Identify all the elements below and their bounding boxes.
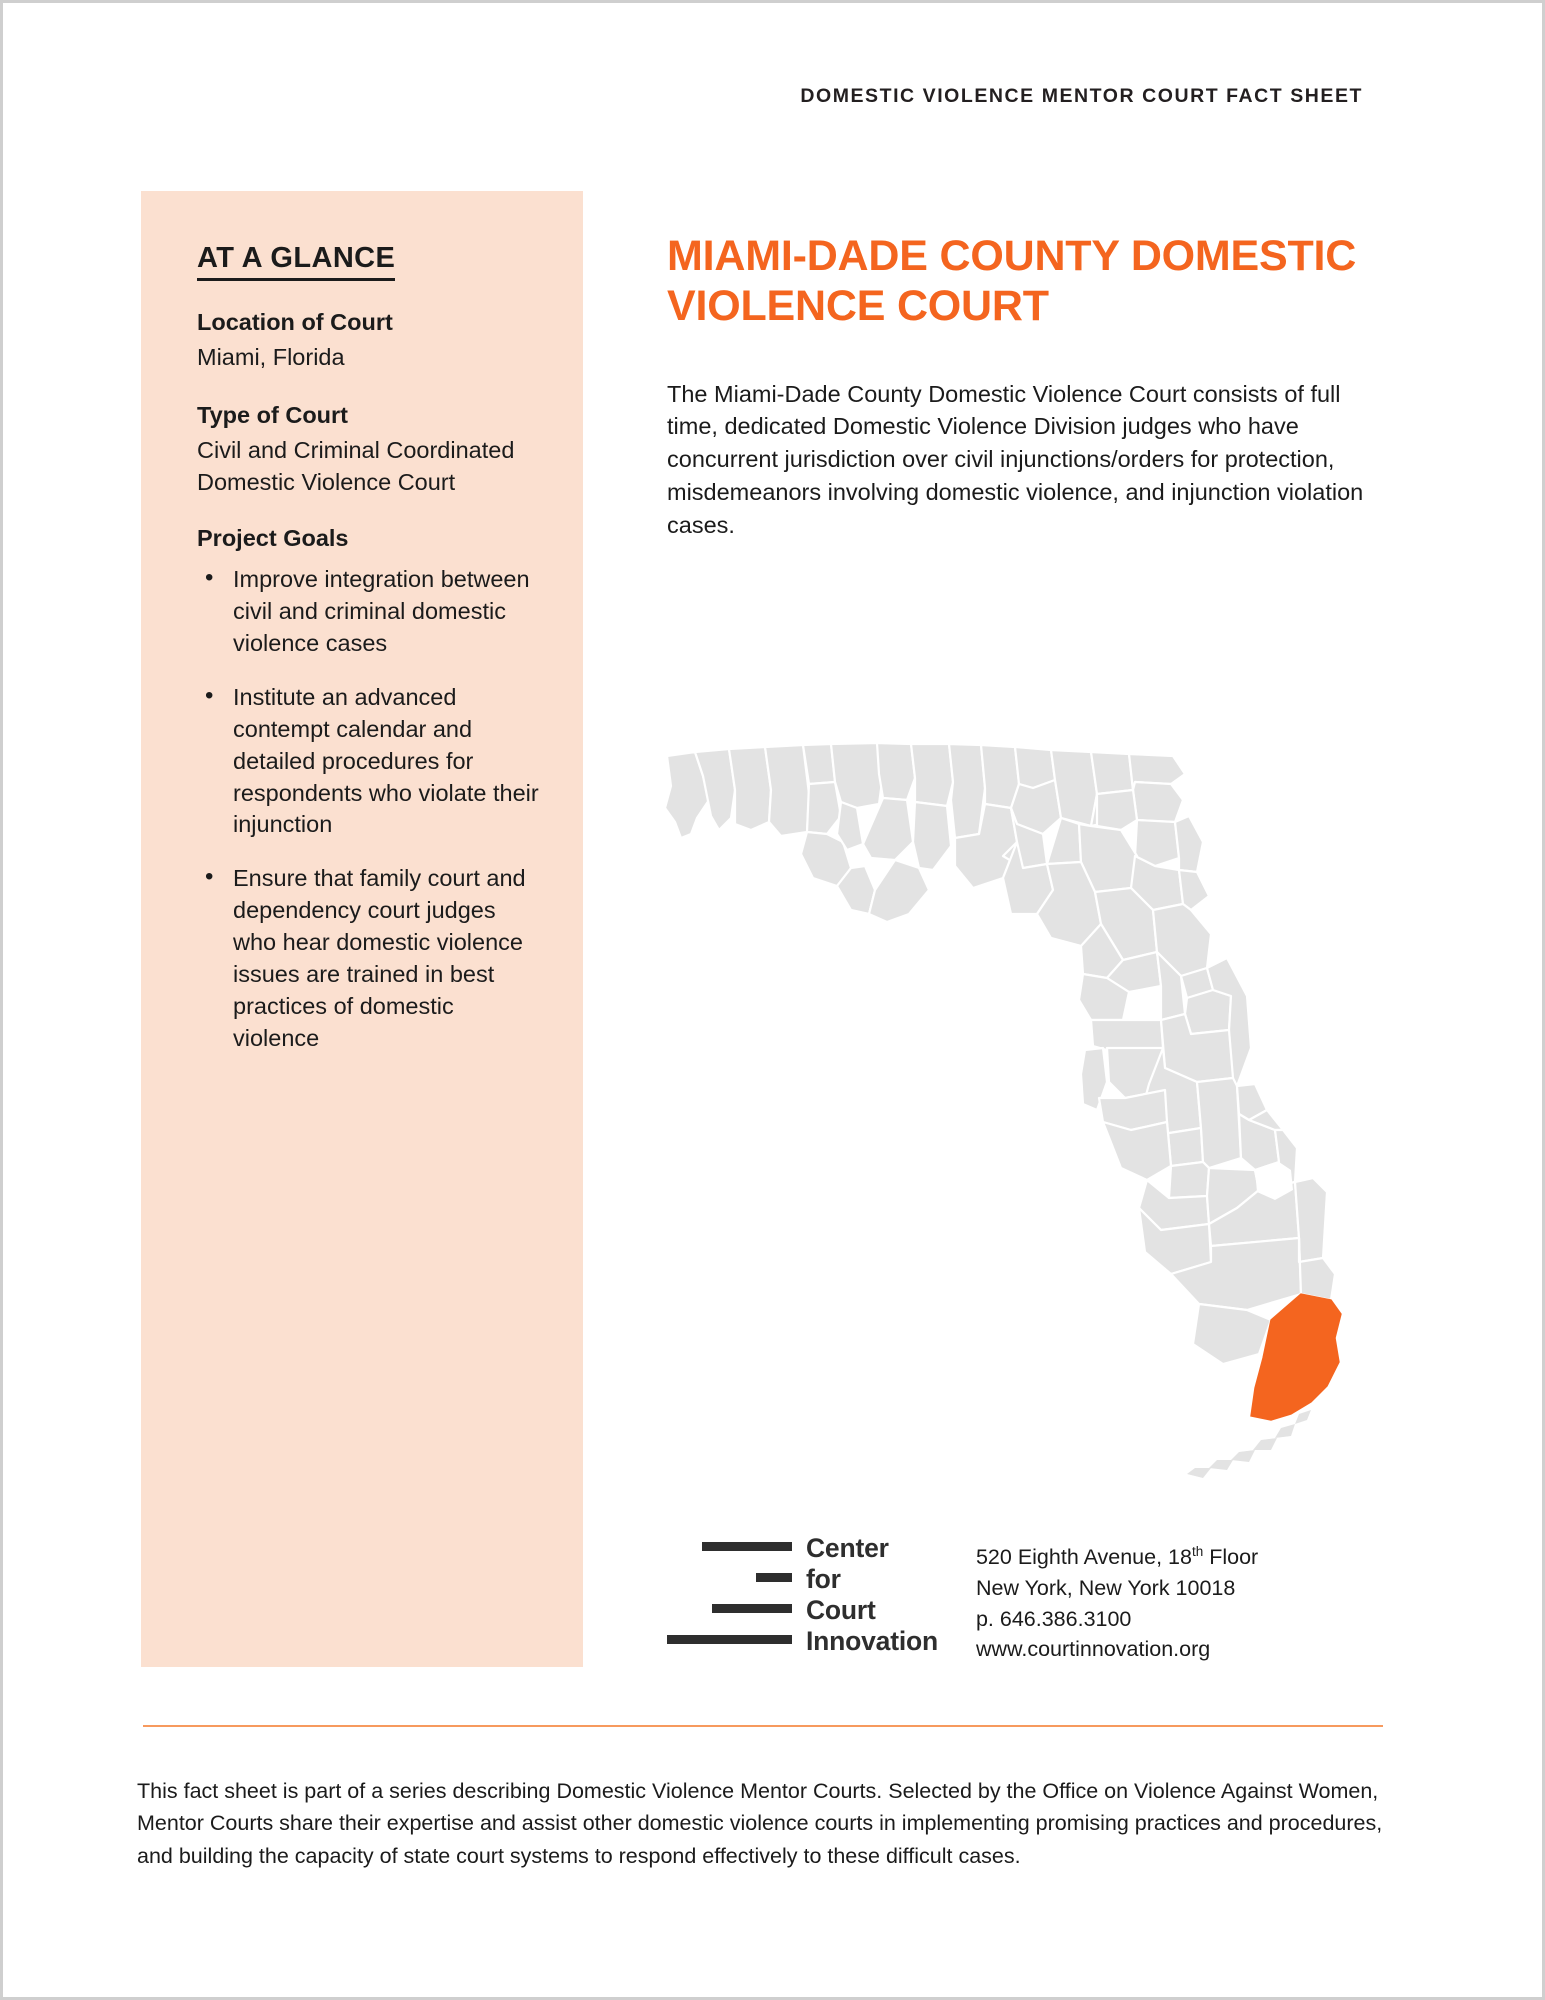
organization-footer (667, 1533, 1258, 1665)
list-item: • Ensure that family court and dependency court judges who hear domestic violence issues are trained in best practices of domestic violence (197, 863, 539, 1055)
list-item: • Institute an advanced contempt calendar and detailed procedures for respondents who violate their injunction (197, 682, 539, 842)
florida-keys (1187, 1410, 1311, 1478)
county-orange (1185, 990, 1231, 1034)
florida-county-map (651, 738, 1391, 1478)
county-miami-dade-highlight (1251, 1294, 1341, 1420)
address-phone: p. 646.386.3100 (975, 1606, 1132, 1631)
logo-line-4: Innovation (806, 1626, 938, 1657)
intro-paragraph: The Miami-Dade County Domestic Violence Court consists of full time, dedicated Domestic Violence Division judges who have concurrent jurisdiction over civil injunctions/orders for protection, misdemeanors involving domestic violence, and injunction violation cases. (667, 380, 1364, 539)
document-header: DOMESTIC VIOLENCE MENTOR COURT FACT SHEET (800, 85, 1363, 107)
contact-address (976, 1533, 1258, 1665)
address-street: 520 Eighth Avenue, 18th Floor (975, 1544, 1259, 1570)
footer-note: This fact sheet is part of a series describing Domestic Violence Mentor Courts. Selected by the Office on Violence Against Women, Mentor Courts share their expertise and assist other domestic violence courts in implementing promising practices and procedures, and building the capacity of state court systems to respond effectively to these difficult cases. (137, 1779, 1383, 1868)
center-for-court-innovation-logo-icon (667, 1533, 792, 1644)
logo-line-1: Center (806, 1533, 889, 1563)
county-monroe-mainland (1193, 1304, 1271, 1364)
county-liberty (863, 798, 913, 860)
county-franklin (869, 860, 929, 922)
location-value: Miami, Florida (197, 343, 345, 370)
county-bradford (1097, 790, 1137, 830)
county-highlands (1197, 1078, 1241, 1168)
logo-line-3: Court (806, 1595, 876, 1626)
county-desoto (1169, 1162, 1209, 1198)
address-website[interactable]: www.courtinnovation.org (975, 1637, 1211, 1662)
court-type-value: Civil and Criminal Coordinated Domestic Violence Court (197, 436, 515, 495)
county-holmes (803, 744, 835, 784)
county-jackson (831, 743, 883, 808)
county-duval (1133, 782, 1183, 822)
project-goals-label: Project Goals (197, 524, 349, 551)
county-wakulla (913, 802, 951, 870)
county-stjohns (1175, 816, 1203, 872)
county-leon (911, 744, 953, 806)
logo-line-2: for (806, 1564, 841, 1595)
county-okaloosa (729, 747, 771, 830)
logo-bar-2 (756, 1573, 792, 1582)
ordinal-suffix: th (1191, 1544, 1204, 1559)
sidebar-heading: AT A GLANCE (197, 243, 395, 281)
address-city: New York, New York 10018 (975, 1575, 1236, 1600)
list-item: • Improve integration between civil and criminal domestic violence cases (197, 564, 539, 660)
map-counties-group (665, 743, 1335, 1364)
page-title: MIAMI-DADE COUNTY DOMESTIC VIOLENCE COURT (667, 232, 1357, 331)
location-label: Location of Court (197, 308, 393, 335)
county-walton (765, 745, 809, 836)
footer-divider (143, 1725, 1383, 1727)
logo-bar-4 (667, 1635, 792, 1644)
project-goals-list (197, 564, 539, 1055)
logo-bar-3 (712, 1604, 792, 1613)
map-svg (651, 738, 1391, 1478)
logo-bar-1 (702, 1542, 792, 1551)
county-sarasota (1103, 1122, 1171, 1180)
logo-wordmark (806, 1533, 938, 1658)
county-gadsden (877, 743, 915, 800)
county-baker (1091, 752, 1133, 794)
county-washington (807, 782, 841, 834)
court-type-label: Type of Court (197, 401, 348, 428)
at-a-glance-sidebar (141, 191, 583, 1667)
county-jefferson (949, 744, 985, 838)
main-content (667, 231, 1367, 542)
